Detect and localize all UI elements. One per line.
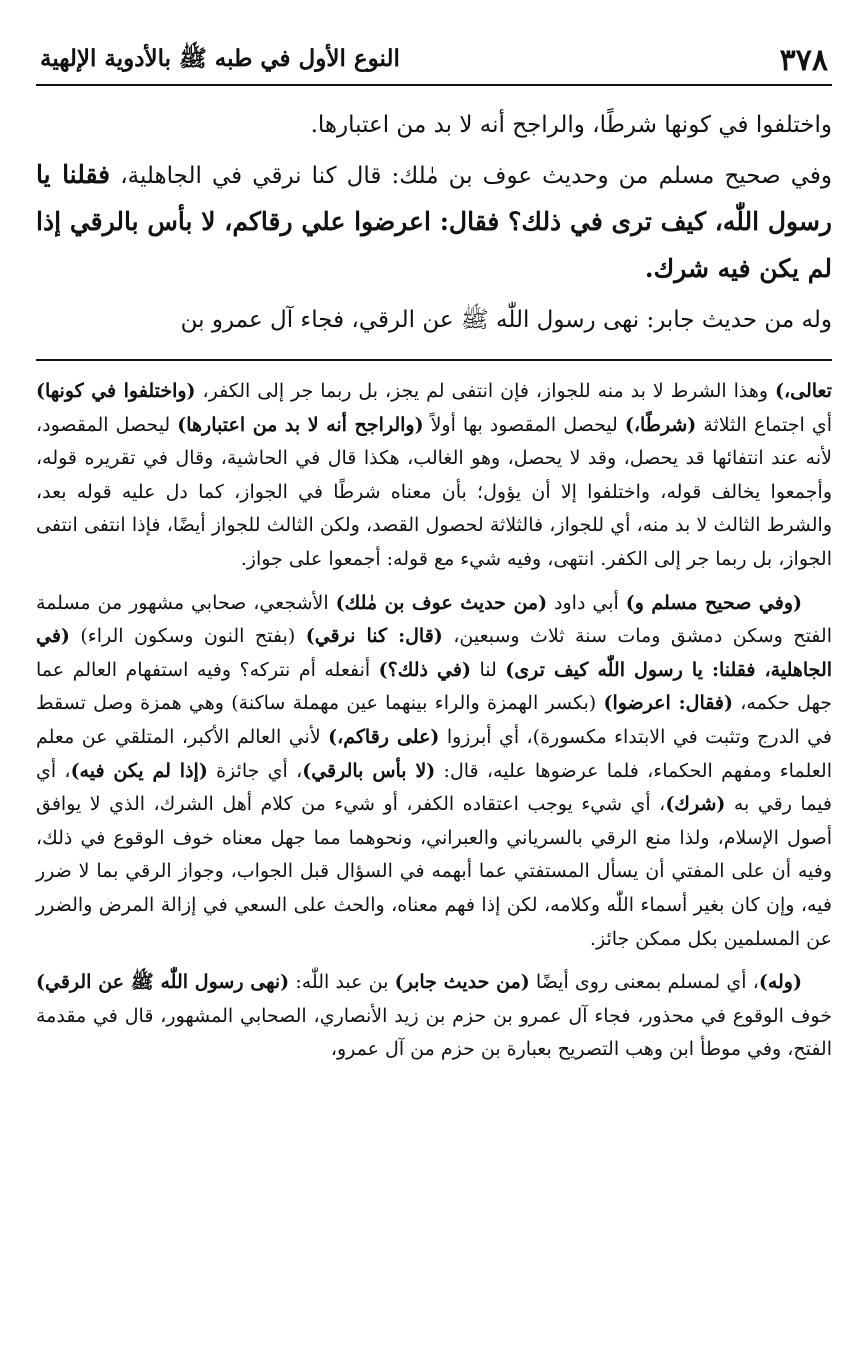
commentary-text-run: ليحصل المقصود بها أولاً	[423, 413, 625, 436]
commentary-bold: (على رقاكم،)	[328, 725, 440, 748]
commentary-text-run: ، أي لمسلم بمعنى روى أيضًا	[529, 971, 759, 994]
commentary-text-run: وهذا الشرط لا بد منه للجواز، فإن انتفى لم يجز، بل ربما جر إلى الكفر،	[195, 380, 775, 402]
main-paragraph-2	[36, 152, 832, 293]
main-paragraph-3: وله من حديث جابر: نهى رسول اللّٰه ﷺ عن الرقي، فجاء آل عمرو بن	[180, 307, 832, 333]
commentary-text-run: ليحصل المقصود، لأنه عند انتفائها قد يحصل، وقد لا يحصل، وهو الغالب، هكذا قال في الحاشية، وقال في تقريره قوله، وأجمعوا يخالف قوله، واختلفوا إلا أن يؤول؛ بأن معناه شرطًا في الجواز، كما دل عليه قوله بعد، والشرط الثالث لا بد منه، أي للجواز، فالثلاثة لحصول القصد، ولكن الثالث للجواز أيضًا، فإذا انتفى انتفى الجواز، بل ربما جر إلى الكفر. انتهى، وفيه شيء مع قوله: أجمعوا على جواز.	[36, 413, 832, 570]
commentary-bold: (شرك)	[665, 793, 726, 816]
main-paragraph-1: واختلفوا في كونها شرطًا، والراجح أنه لا بد من اعتبارها.	[310, 112, 832, 138]
footnote-separator	[36, 359, 832, 361]
commentary-bold: (قال: كنا نرقي)	[305, 625, 443, 648]
commentary-bold: (فقال: اعرضوا)	[603, 692, 733, 715]
main-paragraph-2-hadith: فقلنا يا رسول اللّٰه، كيف ترى في ذلك؟ فقال: اعرضوا علي رقاكم، لا بأس بالرقي إذا لم يكن فيه شرك.	[36, 160, 832, 283]
commentary-text-run: أنفعله أم نتركه؟ وفيه استفهام العالم عما جهل حكمه،	[36, 658, 832, 715]
page-number: ٣٧٨	[779, 43, 828, 78]
commentary-bold: (والراجح أنه لا بد من اعتبارها)	[177, 413, 424, 436]
commentary-bold: تعالى،)	[774, 380, 832, 402]
commentary-text-run: لنا	[470, 658, 506, 681]
commentary-text-run: (بفتح النون وسكون الراء)	[69, 625, 306, 648]
commentary-text-run: ، أي فيما رقي به	[36, 759, 832, 816]
commentary-text	[36, 375, 832, 1067]
commentary-text-run: لأني العالم الأكبر، المتلقي عن معلم العلماء ومفهم الحكماء، فلما عرضوها عليه، قال:	[36, 725, 832, 782]
commentary-text-run: ، أي جائزة	[207, 759, 303, 782]
commentary-paragraph-2	[36, 587, 832, 957]
commentary-text-run: الأشجعي، صحابي مشهور من مسلمة الفتح وسكن دمشق ومات سنة ثلاث وسبعين،	[36, 591, 832, 648]
commentary-bold: (وله)	[758, 971, 802, 994]
commentary-text-run: بن عبد اللّٰه:	[289, 971, 395, 994]
commentary-bold: (في الجاهلية، فقلنا: يا رسول اللّٰه كيف ترى)	[36, 625, 833, 681]
commentary-text-run: أي اجتماع الثلاثة	[696, 413, 833, 436]
commentary-bold: (واختلفوا في كونها)	[36, 380, 196, 402]
commentary-text-run: (بكسر الهمزة والراء بينهما عين مهملة ساكنة) وهي همزة وصل تسقط في الدرج وتثبت في الابتداء مكسورة)، أي أبرزوا	[36, 692, 832, 748]
commentary-bold: (لا بأس بالرقي)	[302, 759, 436, 782]
commentary-text-run: خوف الوقوع في محذور، فجاء آل عمرو بن حزم بن زيد الأنصاري، الصحابي المشهور، قال في مقدمة الفتح، وفي موطأ ابن وهب التصريح بعبارة بن حزم من آل عمرو،	[36, 1004, 832, 1061]
commentary-bold: (نهى رسول اللّٰه ﷺ عن الرقي)	[36, 971, 290, 994]
commentary-paragraph-1	[36, 375, 832, 577]
main-text	[36, 102, 832, 343]
commentary-bold: (وفي صحيح مسلم و)	[625, 591, 802, 614]
commentary-bold: (من حديث عوف بن مٰلك)	[335, 591, 548, 614]
running-title: النوع الأول في طبه ﷺ بالأدوية الإلهية	[40, 45, 400, 72]
commentary-bold: (شرطًا،)	[624, 413, 697, 436]
commentary-text-run: ، أي شيء يوجب اعتقاده الكفر، أو شيء من كلام أهل الشرك، الذي لا يوافق أصول الإسلام، ولذا منع الرقي بالسرياني والعبراني، ونحوهما مما جهل معناه خوف الوقوع في ذلك، وفيه أن على المفتي أن يسأل المستفتي عما أبهمه في السؤال قبل الجواب، وجواز الرقي بما لا ضرر فيه، وإن كان بغير أسماء اللّٰه وكلامه، لكن إذا فهم معناه، والحث على السعي في إزالة المرض والضرر عن المسلمين بكل ممكن جائز.	[36, 793, 832, 950]
commentary-text-run: أبي داود	[547, 591, 626, 614]
main-paragraph-2-intro: وفي صحيح مسلم من وحديث عوف بن مٰلك: قال كنا نرقي في الجاهلية،	[120, 163, 832, 189]
commentary-paragraph-3	[36, 966, 832, 1067]
commentary-bold: (في ذلك؟)	[378, 658, 471, 681]
commentary-bold: (إذا لم يكن فيه)	[70, 759, 208, 782]
page-header	[36, 36, 832, 86]
commentary-bold: (من حديث جابر)	[394, 971, 530, 994]
